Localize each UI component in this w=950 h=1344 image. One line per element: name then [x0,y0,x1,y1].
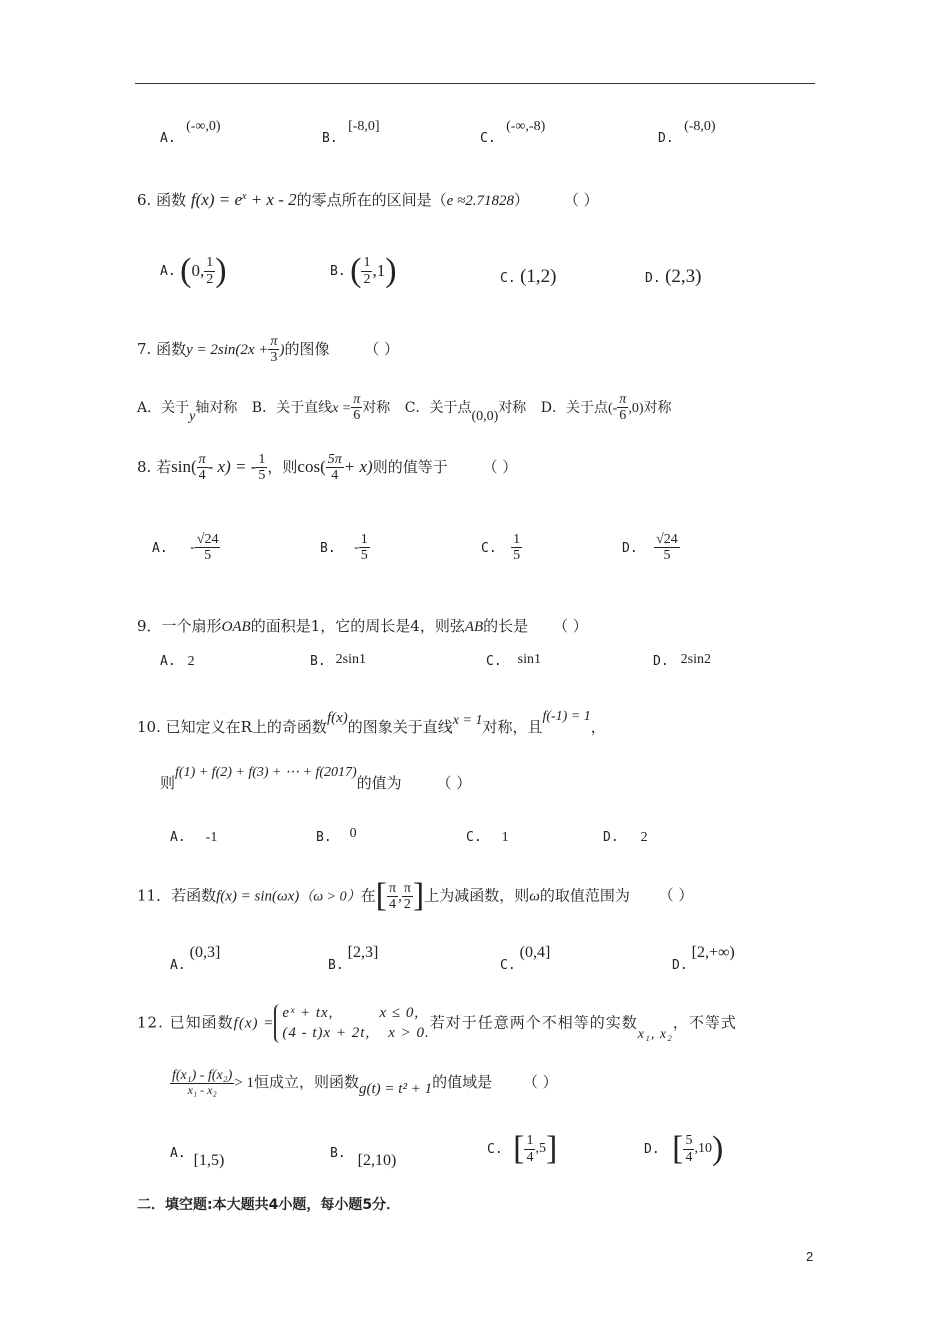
question-9: 9．一个扇形OAB的面积是1，它的周长是4，则弦AB的长是 （ ） [137,617,588,635]
q6-option-c: C. (1,2) [500,266,557,287]
q8-option-a: A. - $\frac{√24}{5}$ [152,532,219,564]
q5-option-c: C. (-∞,-8) [480,119,546,146]
question-12-line2: $\frac{\text{f(x₁) - f(x₂)}}{\text{x₁ - x₂}}$ > 1恒成立，则函数g(t) = t² + 1的值域是 （ ） [172,1068,558,1098]
q10-option-d: D. 2 [603,830,648,845]
q11-option-a: A.(0,3] [170,944,221,973]
q8-option-c: C. $\frac{1}{5}$ [481,532,521,564]
q12-option-c: C. [ $\frac{1}{4}$ ,5] [487,1130,558,1167]
q11-option-b: B.[2,3] [328,944,379,973]
q6-option-d: D. (2,3) [645,266,702,287]
q7-option-b: B．关于直线x = $\frac{\pi}{6}$ 对称 [251,392,391,424]
question-10-line2: 则f(1) + f(2) + f(3) + ⋯ + f(2017)的值为 （ ） [160,765,472,792]
q9-option-d: D. 2sin2 [653,652,711,669]
q5-option-b: B. [-8,0] [322,119,380,146]
question-10: 10. 已知定义在R上的奇函数f(x)的图象关于直线x = 1对称，且f(-1) = 1， [137,709,606,736]
q10-option-b: B. 0 [316,826,357,845]
q12-option-a: A. [1,5) [170,1146,225,1169]
question-7: 7. 函数y = 2sin(2x + $\frac{\pi}{3}$ )的图像 （ ） [137,334,400,366]
q10-option-c: C. 1 [466,830,509,845]
q9-option-a: A. 2 [160,654,195,669]
q11-option-d: D.[2,+∞) [672,944,735,973]
q10-option-a: A. -1 [170,830,218,845]
question-11: 11．若函数f(x) = sin(ωx)（ω > 0）在[ $\frac{\pi}{4}$ , $\frac{\pi}{2}$ ]上为减函数，则ω的取值范围为 （ ） [137,877,694,914]
q6-option-b: B. ( $\frac{1}{2}$ ,1) [330,252,397,289]
question-6: 6. 函数 $f(x) = e^x + x - 2$的零点所在的区间是（e ≈2.71828） （ ） [137,190,599,209]
q8-option-b: B. - $\frac{1}{5}$ [320,532,368,564]
q12-option-d: D. [ $\frac{5}{4}$ ,10) [644,1130,724,1167]
q7-option-c: C．关于点(0,0)对称 [404,399,527,424]
q7-option-a: A．关于y轴对称 [137,399,238,424]
piecewise-definition: eˣ + tx, x ≤ 0, (4 - t)x + 2t, x > 0. [274,1004,429,1043]
q8-option-d: D. $\frac{√24}{5}$ [622,532,678,564]
q5-option-a: A. (-∞,0) [160,119,221,146]
section-2-heading: 二．填空题:本大题共4小题，每小题5分． [137,1197,401,1213]
q9-option-c: C. sin1 [486,652,541,669]
q5-option-d: D. (-8,0) [658,119,716,146]
q6-option-a: A. (0, $\frac{1}{2}$ ) [160,252,227,289]
q12-option-b: B. [2,10) [330,1146,397,1169]
header-rule [135,83,815,84]
q11-option-c: C.(0,4] [500,944,551,973]
q9-option-b: B. 2sin1 [310,652,366,669]
question-7-options [137,392,671,424]
page-number: 2 [806,1249,814,1264]
q7-option-d: D．关于点(- $\frac{\pi}{6}$ ,0)对称 [540,392,672,424]
question-12: 12. 已知函数f(x) = eˣ + tx, x ≤ 0, (4 - t)x + 2t, x > 0. 若对于任意两个不相等的实数x₁, x₂，不等式 [137,1005,737,1042]
question-8: 8. 若sin( $\frac{\pi}{4}$ - x) = - $\frac{1}{5}$ ，则cos( $\frac{5\pi}{4}$ + x)则的值等于 （ ） [137,452,518,484]
